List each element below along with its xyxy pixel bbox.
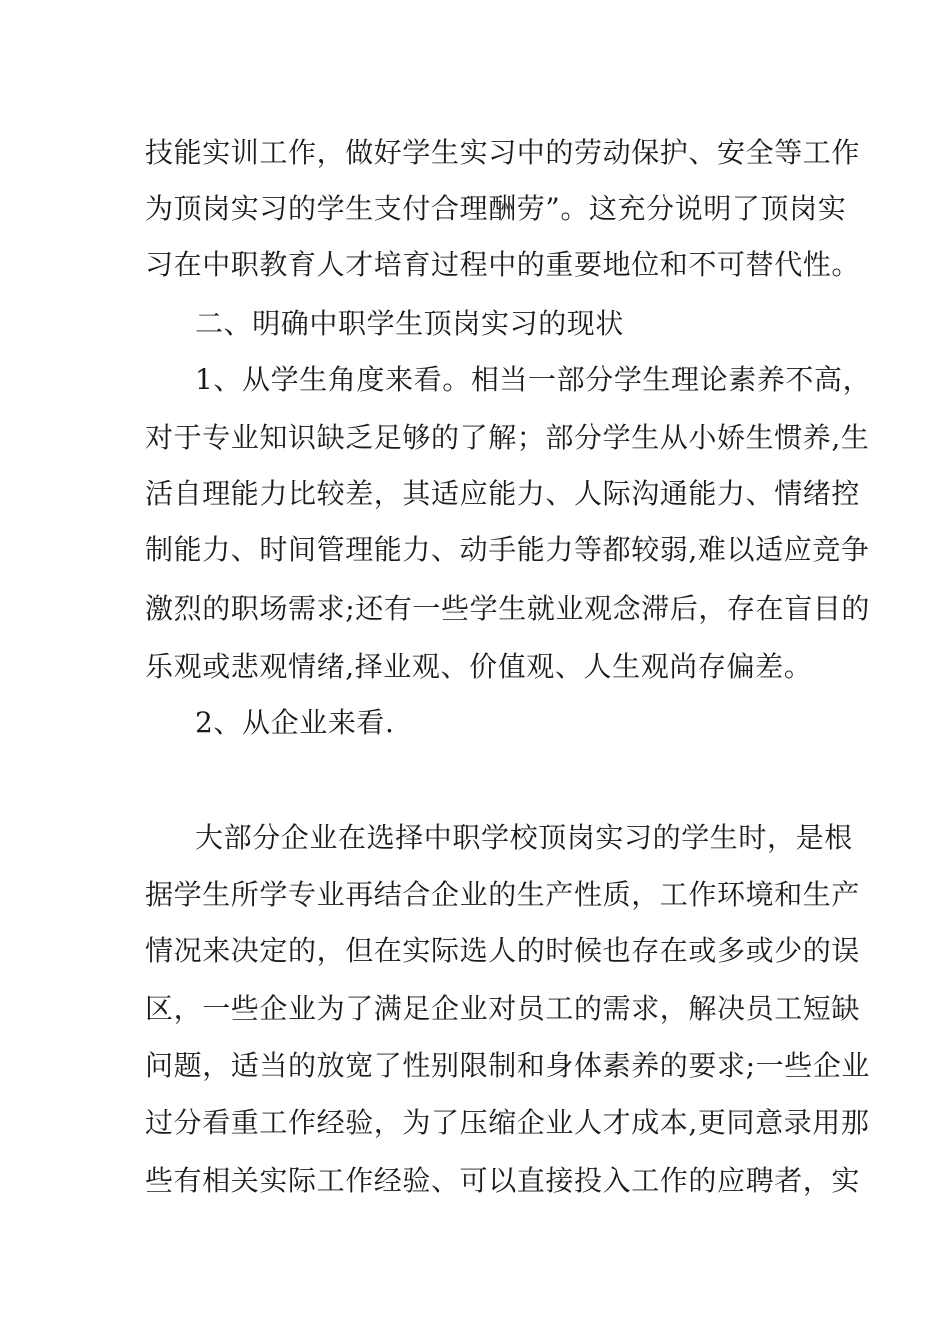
paragraph-line: 活自理能力比较差，其适应能力、人际沟通能力、情绪控 [145, 477, 861, 510]
paragraph-line: 制能力、时间管理能力、动手能力等都较弱,难以适应竞争 [145, 533, 870, 566]
paragraph-line: 乐观或悲观情绪,择业观、价值观、人生观尚存偏差。 [145, 650, 813, 683]
paragraph-line: 情况来决定的，但在实际选人的时候也存在或多或少的误 [145, 934, 861, 967]
paragraph-line: 问题，适当的放宽了性别限制和身体素养的要求;一些企业 [145, 1049, 871, 1082]
paragraph-line: 激烈的职场需求;还有一些学生就业观念滞后，存在盲目的 [145, 592, 871, 625]
paragraph-line: 些有相关实际工作经验、可以直接投入工作的应聘者，实 [145, 1164, 861, 1197]
paragraph-line: 区，一些企业为了满足企业对员工的需求，解决员工短缺 [145, 992, 861, 1025]
paragraph-line: 大部分企业在选择中职学校顶岗实习的学生时，是根 [195, 821, 853, 854]
paragraph-line: 据学生所学专业再结合企业的生产性质，工作环境和生产 [145, 878, 861, 911]
paragraph-line: 为顶岗实习的学生支付合理酬劳”。这充分说明了顶岗实 [145, 192, 847, 225]
paragraph-line: 过分看重工作经验，为了压缩企业人才成本,更同意录用那 [145, 1106, 870, 1139]
paragraph-line: 2、从企业来看. [195, 706, 395, 739]
paragraph-line: 技能实训工作，做好学生实习中的劳动保护、安全等工作 [145, 136, 861, 169]
paragraph-line: 习在中职教育人才培育过程中的重要地位和不可替代性。 [145, 248, 861, 281]
paragraph-line: 对于专业知识缺乏足够的了解；部分学生从小娇生惯养,生 [145, 421, 870, 454]
paragraph-line: 1、从学生角度来看。相当一部分学生理论素养不高， [195, 363, 872, 396]
section-heading: 二、明确中职学生顶岗实习的现状 [195, 307, 625, 340]
